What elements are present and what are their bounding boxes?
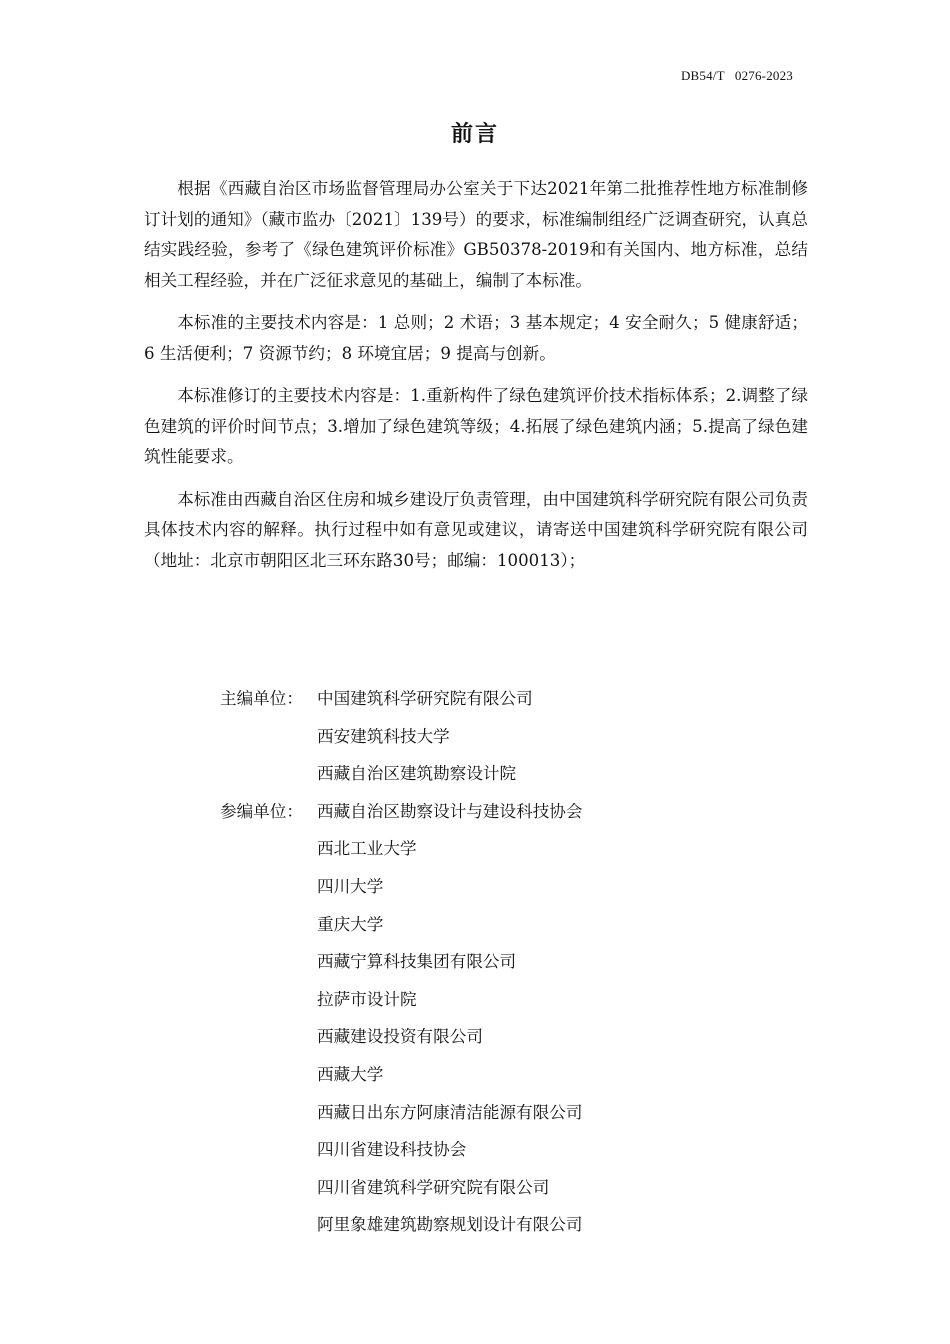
co-editor-row	[220, 906, 583, 944]
paragraph-revision-content: 本标准修订的主要技术内容是：1.重新构件了绿色建筑评价技术指标体系；2.调整了绿色建筑的评价时间节点；3.增加了绿色建筑等级；4.拓展了绿色建筑内涵；5.提高了绿色建筑性能要求。	[144, 386, 808, 466]
page-title: 前言	[450, 122, 499, 147]
body-text	[144, 174, 808, 576]
unit-name: 四川省建设科技协会	[317, 1140, 467, 1160]
co-editor-row	[220, 1169, 583, 1207]
paragraph-management: 本标准由西藏自治区住房和城乡建设厅负责管理，由中国建筑科学研究院有限公司负责具体技术内容的解释。执行过程中如有意见或建议，请寄送中国建筑科学研究院有限公司（地址：北京市朝阳区北三环东路30号；邮编：100013）；	[144, 489, 808, 570]
chief-editor-row	[220, 680, 583, 718]
chief-editor-row	[220, 718, 583, 756]
paragraph-basis: 根据《西藏自治区市场监督管理局办公室关于下达2021年第二批推荐性地方标准制修订计划的通知》（藏市监办〔2021〕139号）的要求，标准编制组经广泛调查研究，认真总结实践经验，参考了《绿色建筑评价标准》GB50378-2019和有关国内、地方标准，总结相关工程经验，并在广泛征求意见的基础上，编制了本标准。	[144, 179, 808, 290]
drafting-units	[220, 680, 583, 1244]
unit-name: 西藏建设投资有限公司	[317, 1027, 483, 1047]
unit-name: 西藏宁算科技集团有限公司	[317, 952, 517, 972]
unit-name: 四川省建筑科学研究院有限公司	[317, 1177, 550, 1197]
co-editor-row	[220, 1131, 583, 1169]
unit-name: 西安建筑科技大学	[317, 726, 450, 746]
unit-name: 阿里象雄建筑勘察规划设计有限公司	[317, 1215, 583, 1235]
co-editor-row	[220, 1018, 583, 1056]
unit-name: 西藏自治区勘察设计与建设科技协会	[317, 801, 583, 821]
co-editor-row	[220, 1094, 583, 1132]
unit-name: 西藏大学	[317, 1064, 384, 1084]
co-editor-row	[220, 981, 583, 1019]
chief-editor-row	[220, 755, 583, 793]
co-editor-row	[220, 868, 583, 906]
standard-code: DB54/T 0276-2023	[680, 68, 793, 83]
unit-name: 拉萨市设计院	[317, 989, 417, 1009]
co-editor-row	[220, 943, 583, 981]
unit-name: 中国建筑科学研究院有限公司	[317, 689, 533, 708]
unit-name: 西藏自治区建筑勘察设计院	[317, 764, 517, 784]
unit-name: 四川大学	[317, 876, 384, 896]
co-editor-row	[220, 1056, 583, 1094]
chief-editor-label: 主编单位：	[220, 689, 303, 708]
co-editor-label: 参编单位：	[220, 801, 303, 821]
co-editor-row	[220, 793, 583, 831]
paragraph-main-content: 本标准的主要技术内容是：1 总则；2 术语；3 基本规定；4 安全耐久；5 健康舒适；6 生活便利；7 资源节约；8 环境宜居；9 提高与创新。	[144, 313, 808, 363]
unit-name: 西藏日出东方阿康清洁能源有限公司	[317, 1102, 583, 1122]
unit-name: 西北工业大学	[317, 839, 417, 859]
co-editor-row	[220, 1206, 583, 1244]
unit-name: 重庆大学	[317, 914, 384, 934]
co-editor-row	[220, 830, 583, 868]
